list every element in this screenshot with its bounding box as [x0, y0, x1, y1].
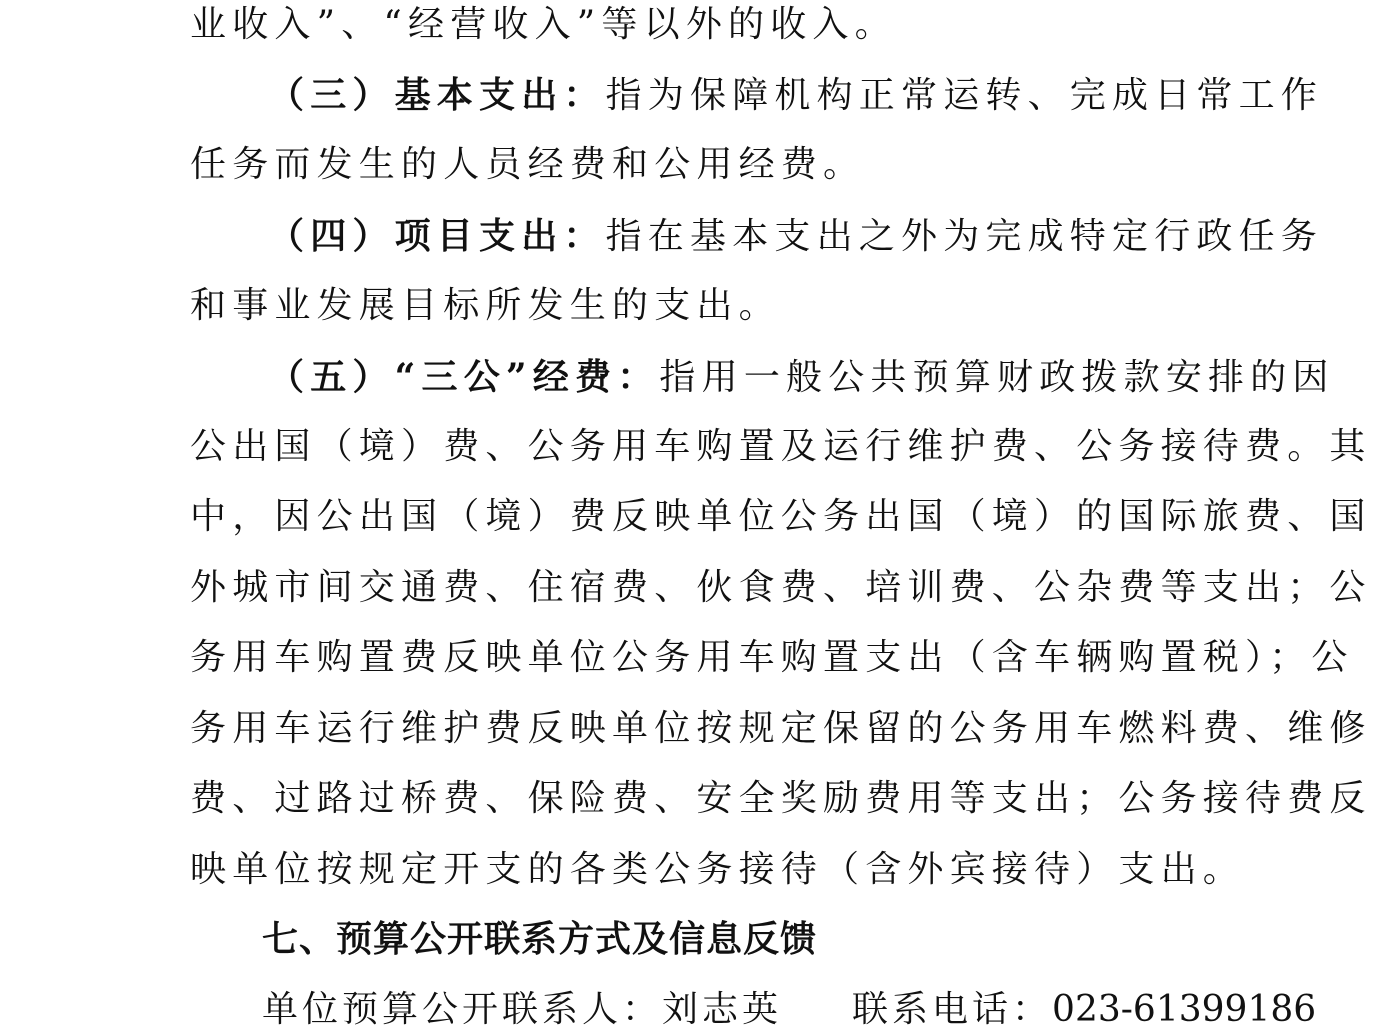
para-sangong-line-7: 费、过路过桥费、保险费、安全奖励费用等支出；公务接待费反	[190, 778, 1372, 819]
contact-line	[262, 989, 1317, 1030]
para-project-line-1	[268, 215, 1324, 257]
para-basic-line-1	[268, 74, 1324, 116]
para-sangong-line-5: 务用车购置费反映单位公务用车购置支出（含车辆购置税）；公	[190, 637, 1354, 678]
contact-person-name: 刘志英	[662, 989, 783, 1030]
para-sangong-line-1	[268, 356, 1335, 398]
para-income-line-1: 业收入”、“经营收入”等以外的收入。	[190, 4, 897, 45]
para-sangong-line-3: 中，因公出国（境）费反映单位公务出国（境）的国际旅费、国	[190, 496, 1372, 537]
para-sangong-line-2: 公出国（境）费、公务用车购置及运行维护费、公务接待费。其	[190, 426, 1372, 467]
para-project-text: 指在基本支出之外为完成特定行政任务	[605, 216, 1324, 257]
para-basic-line-2: 任务而发生的人员经费和公用经费。	[190, 144, 866, 185]
contact-phone-value: 023-61399186	[1052, 989, 1317, 1030]
para-basic-label: （三）基本支出：	[268, 74, 606, 116]
contact-phone-label: 联系电话：	[852, 989, 1053, 1030]
para-basic-text: 指为保障机构正常运转、完成日常工作	[605, 75, 1324, 116]
para-sangong-line-4: 外城市间交通费、住宿费、伙食费、培训费、公杂费等支出；公	[190, 567, 1372, 608]
para-sangong-line-8: 映单位按规定开支的各类公务接待（含外宾接待）支出。	[190, 849, 1246, 890]
para-project-label: （四）项目支出：	[268, 215, 606, 257]
para-sangong-line-6: 务用车运行维护费反映单位按规定保留的公务用车燃料费、维修	[190, 708, 1372, 749]
para-project-line-2: 和事业发展目标所发生的支出。	[190, 285, 781, 326]
section-heading: 七、预算公开联系方式及信息反馈	[262, 919, 818, 960]
contact-person-label: 单位预算公开联系人：	[262, 989, 663, 1030]
para-sangong-label: （五）“三公”经费：	[268, 356, 660, 398]
para-sangong-text: 指用一般公共预算财政拨款安排的因	[659, 357, 1335, 398]
